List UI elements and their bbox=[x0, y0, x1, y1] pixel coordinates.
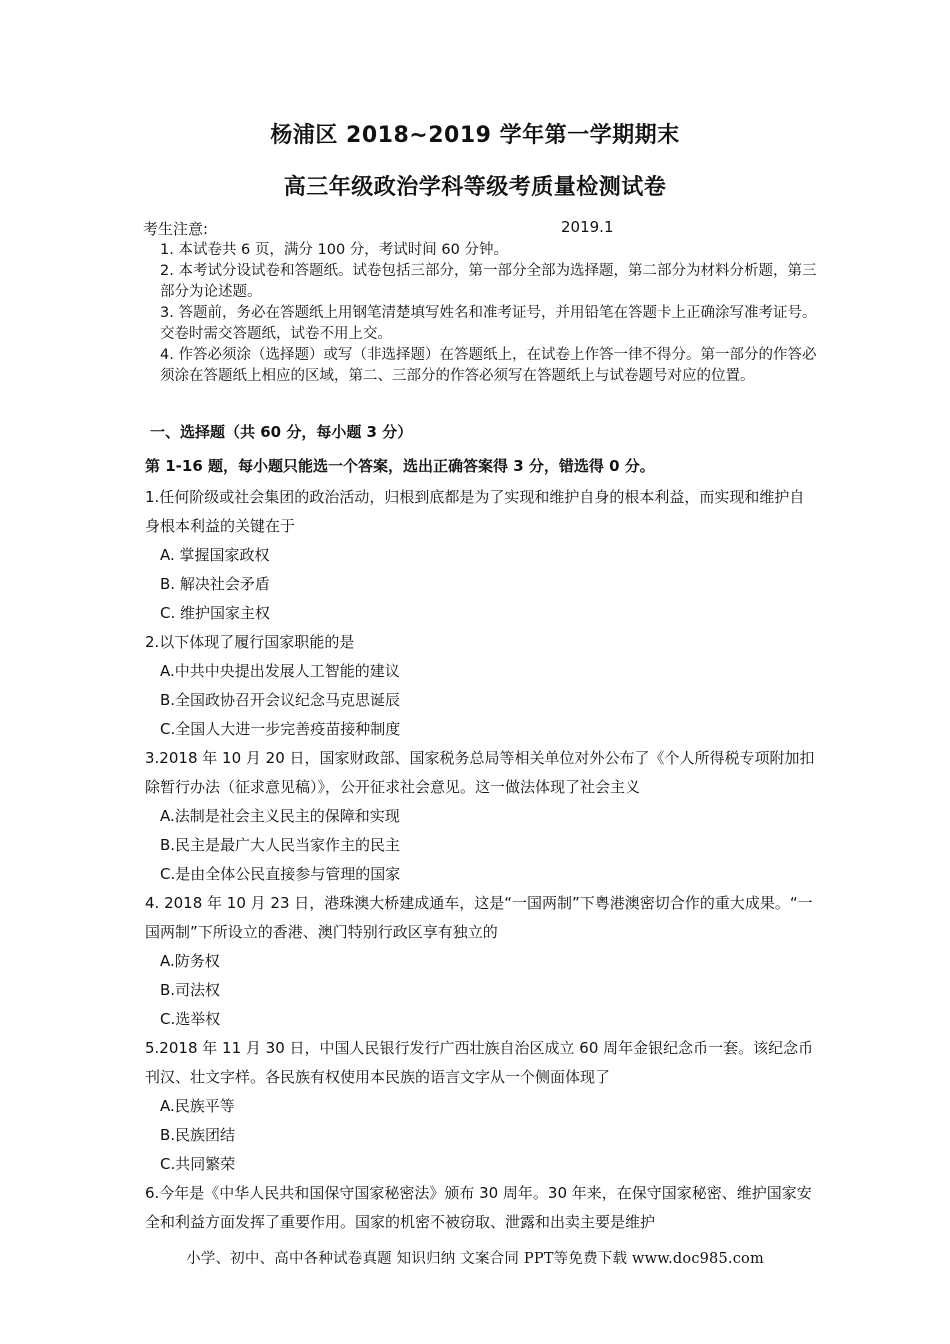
question bbox=[145, 628, 815, 744]
notice-item: 3. 答题前，务必在答题纸上用钢笔清楚填写姓名和准考证号，并用铅笔在答题卡上正确涂写准考证号。交卷时需交答题纸，试卷不用上交。 bbox=[160, 305, 817, 342]
question-option: B.民族团结 bbox=[160, 1126, 236, 1144]
section-title: 一、选择题（共 60 分，每小题 3 分） bbox=[150, 423, 413, 441]
question-option: C.全国人大进一步完善疫苗接种制度 bbox=[160, 720, 401, 738]
question bbox=[145, 1179, 815, 1237]
question-option: C.共同繁荣 bbox=[160, 1155, 236, 1173]
question-option: B.全国政协召开会议纪念马克思诞辰 bbox=[160, 691, 401, 709]
question-option: B.司法权 bbox=[160, 981, 221, 999]
question-option: A. 掌握国家政权 bbox=[160, 546, 270, 564]
question-option: C.是由全体公民直接参与管理的国家 bbox=[160, 865, 401, 883]
page-title: 杨浦区 2018~2019 学年第一学期期末 bbox=[270, 123, 680, 148]
page-subtitle: 高三年级政治学科等级考质量检测试卷 bbox=[283, 175, 667, 200]
exam-date: 2019.1 bbox=[561, 218, 614, 236]
question bbox=[145, 483, 815, 628]
question-option: B. 解决社会矛盾 bbox=[160, 575, 270, 593]
question-list bbox=[145, 483, 815, 1237]
question-option: A.中共中央提出发展人工智能的建议 bbox=[160, 662, 400, 680]
notice-item: 2. 本考试分设试卷和答题纸。试卷包括三部分，第一部分全部为选择题，第二部分为材料分析题，第三部分为论述题。 bbox=[160, 263, 817, 300]
notice-item: 1. 本试卷共 6 页，满分 100 分，考试时间 60 分钟。 bbox=[160, 242, 508, 258]
question-stem: 1.任何阶级或社会集团的政治活动，归根到底都是为了实现和维护自身的根本利益，而实现和维护自身根本利益的关键在于 bbox=[145, 488, 805, 535]
question-option: C.选举权 bbox=[160, 1010, 221, 1028]
notice-list bbox=[160, 240, 820, 387]
question-stem: 5.2018 年 11 月 30 日，中国人民银行发行广西壮族自治区成立 60 周年金银纪念币一套。该纪念币刊汉、壮文字样。各民族有权使用本民族的语言文字从一个侧面体现了 bbox=[145, 1039, 814, 1086]
question bbox=[145, 889, 815, 1034]
notice-item: 4. 作答必须涂（选择题）或写（非选择题）在答题纸上，在试卷上作答一律不得分。第一部分的作答必须涂在答题纸上相应的区域，第二、三部分的作答必须写在答题纸上与试卷题号对应的位置。 bbox=[160, 347, 817, 384]
question-stem: 3.2018 年 10 月 20 日，国家财政部、国家税务总局等相关单位对外公布了《个人所得税专项附加扣除暂行办法（征求意见稿）》，公开征求社会意见。这一做法体现了社会主义 bbox=[145, 749, 815, 796]
notice-heading: 考生注意: bbox=[143, 220, 209, 238]
question-option: C. 维护国家主权 bbox=[160, 604, 271, 622]
question-option: A.民族平等 bbox=[160, 1097, 235, 1115]
question bbox=[145, 744, 815, 889]
question-option: A.防务权 bbox=[160, 952, 220, 970]
footer-banner: 小学、初中、高中各种试卷真题 知识归纳 文案合同 PPT等免费下载 www.doc985.com bbox=[186, 1251, 764, 1267]
question-option: A.法制是社会主义民主的保障和实现 bbox=[160, 807, 400, 825]
question-option: B.民主是最广大人民当家作主的民主 bbox=[160, 836, 401, 854]
question bbox=[145, 1034, 815, 1179]
question-stem: 4. 2018 年 10 月 23 日，港珠澳大桥建成通车，这是“一国两制”下粤港澳密切合作的重大成果。“一国两制”下所设立的香港、澳门特别行政区享有独立的 bbox=[145, 894, 813, 941]
question-stem: 2.以下体现了履行国家职能的是 bbox=[145, 633, 355, 651]
question-stem: 6.今年是《中华人民共和国保守国家秘密法》颁布 30 周年。30 年来，在保守国家秘密、维护国家安全和利益方面发挥了重要作用。国家的机密不被窃取、泄露和出卖主要是维护 bbox=[145, 1184, 812, 1231]
section-rule: 第 1-16 题，每小题只能选一个答案，选出正确答案得 3 分，错选得 0 分。 bbox=[145, 457, 655, 475]
